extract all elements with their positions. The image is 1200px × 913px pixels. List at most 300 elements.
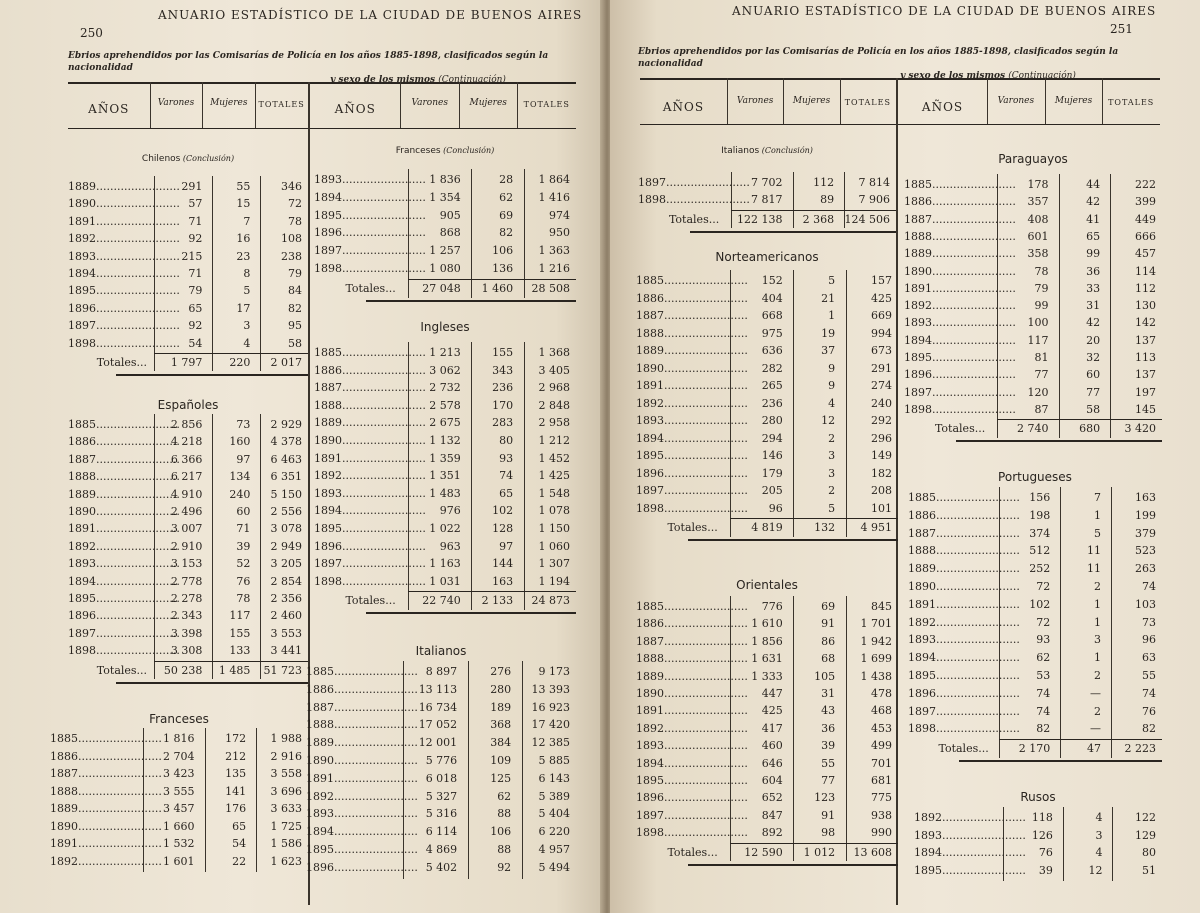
table-row — [314, 224, 576, 241]
table-row — [68, 625, 308, 642]
totales-cell: 114 — [1135, 264, 1156, 278]
varones-cell: 2 343 — [170, 609, 203, 623]
mujeres-cell: — — [1090, 722, 1102, 736]
year-cell: 1892........................ — [908, 615, 1020, 629]
totales-cell: 3 078 — [270, 522, 302, 536]
year-cell: 1888........................ — [904, 229, 1016, 243]
varones-cell: 1 359 — [429, 451, 461, 465]
varones-cell: 215 — [181, 249, 203, 263]
year-cell: 1893........................ — [636, 739, 748, 753]
mujeres-cell: 3 — [243, 319, 251, 333]
table-row — [68, 265, 308, 282]
totals-row — [636, 519, 898, 536]
mujeres-cell: 133 — [229, 644, 251, 658]
year-cell: 1885........................ — [68, 418, 180, 431]
mujeres-cell: 2 — [1094, 580, 1102, 593]
year-cell: 1889........................ — [314, 416, 426, 430]
year-cell: 1891........................ — [306, 771, 418, 785]
varones-cell: 3 153 — [170, 557, 203, 571]
varones-cell: 404 — [761, 291, 783, 305]
running-head: ANUARIO ESTADÍSTICO DE LA CIUDAD DE BUENOS AIRES — [158, 8, 583, 22]
year-cell: 1896........................ — [908, 686, 1020, 700]
table-row — [636, 720, 898, 737]
year-cell: 1893........................ — [636, 414, 748, 427]
year-cell: 1889........................ — [50, 802, 162, 815]
year-cell: 1888........................ — [314, 398, 426, 412]
varones-cell: 198 — [1029, 508, 1051, 522]
totales-cell: 845 — [871, 600, 892, 613]
totales-cell: 1 307 — [538, 557, 570, 571]
varones-cell: 2 910 — [170, 539, 203, 553]
year-cell: 1898........................ — [68, 644, 180, 658]
table-top-rule — [68, 82, 576, 84]
table-row — [636, 500, 898, 517]
varones-cell: 1 132 — [429, 434, 461, 447]
mujeres-cell: 99 — [1086, 247, 1101, 261]
totales-cell: 291 — [871, 361, 892, 375]
totales-cell: 449 — [1135, 212, 1156, 226]
table-row — [636, 668, 898, 685]
varones-cell: 12 001 — [418, 736, 458, 750]
year-cell: 1887........................ — [314, 381, 426, 395]
year-cell: 1890........................ — [306, 754, 418, 767]
totals-label: Totales... — [96, 663, 148, 677]
varones-cell: 601 — [1027, 229, 1049, 243]
table-row — [636, 650, 898, 667]
varones-cell: 892 — [761, 826, 783, 840]
totales-cell: 1 216 — [538, 262, 570, 275]
totales-cell: 938 — [871, 808, 892, 822]
table-row — [314, 379, 576, 396]
mujeres-cell: 112 — [813, 176, 835, 189]
totales-cell: 7 906 — [858, 193, 890, 207]
varones-cell: 2 732 — [429, 381, 461, 395]
year-cell: 1891........................ — [68, 214, 180, 228]
mujeres-cell: 55 — [821, 756, 836, 770]
varones-cell: 1 022 — [429, 522, 461, 535]
mujeres-cell: 2 — [1094, 704, 1102, 718]
totales-cell: 1 942 — [860, 634, 892, 648]
mujeres-cell: 8 — [243, 267, 251, 280]
year-cell: 1896........................ — [636, 466, 748, 480]
totales-cell: 4 957 — [538, 843, 570, 856]
year-cell: 1897........................ — [636, 808, 748, 822]
mujeres-cell: 189 — [490, 700, 512, 714]
table-row — [314, 432, 576, 449]
mujeres-cell: 11 — [1087, 544, 1102, 558]
mujeres-cell: 125 — [490, 771, 512, 785]
totals-row — [314, 592, 576, 609]
totals-varones: 12 590 — [744, 845, 783, 859]
col-header-anos: AÑOS — [921, 100, 964, 114]
totales-cell: 96 — [1142, 633, 1156, 647]
varones-cell: 5 776 — [425, 754, 458, 767]
table-row — [50, 730, 308, 747]
year-cell: 1898........................ — [904, 402, 1016, 416]
varones-cell: 646 — [761, 756, 783, 770]
totales-cell: 974 — [549, 208, 570, 222]
table-row — [908, 578, 1162, 595]
mujeres-cell: 68 — [821, 652, 836, 666]
totales-cell: 7 814 — [858, 176, 890, 189]
year-cell: 1886........................ — [904, 195, 1016, 209]
col-header-varones: Varones — [411, 98, 448, 108]
totales-cell: 240 — [871, 396, 892, 410]
year-cell: 1889........................ — [636, 344, 748, 357]
table-row — [904, 228, 1162, 245]
totales-cell: 112 — [1135, 281, 1156, 295]
year-cell: 1897........................ — [904, 385, 1016, 399]
totales-cell: 523 — [1135, 544, 1156, 558]
varones-cell: 868 — [439, 226, 461, 240]
varones-cell: 74 — [1036, 704, 1051, 718]
mujeres-cell: 60 — [236, 505, 251, 518]
table-row — [68, 282, 308, 299]
varones-cell: 3 555 — [162, 784, 195, 798]
varones-cell: 39 — [1038, 863, 1053, 877]
varones-cell: 976 — [439, 504, 461, 518]
mujeres-cell: 92 — [497, 860, 512, 874]
year-cell: 1890........................ — [904, 264, 1016, 278]
totales-cell: 1 212 — [538, 434, 570, 447]
table-row — [636, 737, 898, 754]
table-row — [68, 607, 308, 624]
table-row — [314, 242, 576, 259]
year-cell: 1897........................ — [68, 319, 180, 333]
year-cell: 1896........................ — [68, 301, 180, 315]
totals-row — [68, 662, 308, 679]
varones-cell: 776 — [761, 600, 783, 613]
block-title-espanoles: Españoles — [157, 398, 219, 412]
mujeres-cell: 19 — [821, 326, 836, 340]
table-row — [314, 450, 576, 467]
varones-cell: 79 — [188, 284, 203, 298]
mujeres-cell: 88 — [497, 843, 512, 856]
table-row — [68, 451, 308, 468]
mujeres-cell: 36 — [1086, 264, 1101, 278]
header-col-rule — [459, 82, 460, 128]
year-cell: 1898........................ — [68, 336, 180, 350]
mujeres-cell: 20 — [1086, 333, 1101, 347]
totales-cell: 76 — [1142, 704, 1156, 718]
year-cell: 1898........................ — [314, 262, 426, 275]
totals-totales: 4 951 — [860, 521, 892, 534]
totales-cell: 457 — [1135, 247, 1156, 261]
mujeres-cell: — — [1090, 686, 1102, 700]
col-header-anos: AÑOS — [334, 102, 376, 116]
table-row — [68, 642, 308, 659]
year-cell: 1898........................ — [636, 826, 748, 840]
totals-varones: 4 819 — [751, 521, 783, 534]
mujeres-cell: 28 — [499, 173, 514, 186]
table-row — [908, 720, 1162, 737]
mujeres-cell: 62 — [497, 789, 512, 803]
year-cell: 1894........................ — [914, 846, 1026, 860]
varones-cell: 5 402 — [425, 860, 458, 874]
varones-cell: 79 — [1034, 281, 1049, 295]
year-cell: 1885........................ — [314, 346, 426, 359]
totales-cell: 73 — [1142, 615, 1156, 629]
mujeres-cell: 9 — [828, 361, 836, 375]
varones-cell: 71 — [188, 267, 203, 280]
mujeres-cell: 155 — [492, 346, 514, 359]
table-row — [908, 525, 1162, 542]
varones-cell: 76 — [1038, 846, 1053, 860]
year-cell: 1897........................ — [636, 484, 748, 497]
mujeres-cell: 71 — [236, 522, 251, 536]
varones-cell: 4 869 — [425, 843, 458, 856]
varones-cell: 77 — [1034, 368, 1049, 382]
table-row — [306, 770, 576, 787]
year-cell: 1886........................ — [306, 682, 418, 696]
year-cell: 1885........................ — [904, 178, 1016, 191]
varones-cell: 72 — [1036, 580, 1051, 593]
year-cell: 1896........................ — [68, 609, 180, 623]
block-bottom-rule — [688, 864, 898, 866]
varones-cell: 72 — [1036, 615, 1051, 629]
header-col-rule — [517, 82, 518, 128]
table-row — [636, 377, 898, 394]
totals-totales: 2 017 — [270, 356, 302, 369]
page-number: 250 — [80, 26, 103, 40]
totals-varones: 2 740 — [1016, 422, 1049, 436]
table-row — [904, 332, 1162, 349]
year-cell: 1891........................ — [636, 704, 748, 718]
year-cell: 1888........................ — [50, 784, 162, 798]
table-row — [636, 307, 898, 324]
block-title-franceses_b: Franceses (Conclusión) — [395, 146, 495, 156]
mujeres-cell: 32 — [1086, 351, 1101, 364]
totales-cell: 137 — [1135, 333, 1156, 347]
mujeres-cell: 105 — [814, 669, 836, 683]
table-row — [914, 844, 1162, 861]
table-row — [314, 397, 576, 414]
varones-cell: 1 631 — [751, 652, 783, 666]
totales-cell: 3 553 — [270, 626, 302, 640]
table-row — [50, 765, 308, 782]
header-col-rule — [1045, 78, 1046, 124]
totales-cell: 3 633 — [270, 802, 302, 815]
mujeres-cell: 7 — [243, 214, 251, 228]
totales-cell: 74 — [1142, 580, 1156, 593]
varones-cell: 2 278 — [170, 592, 203, 605]
table-row — [306, 734, 576, 751]
totales-cell: 157 — [871, 274, 892, 287]
totales-cell: 990 — [871, 826, 892, 840]
varones-cell: 291 — [181, 180, 203, 193]
table-row — [50, 853, 308, 870]
year-cell: 1895........................ — [914, 863, 1026, 877]
varones-cell: 152 — [761, 274, 783, 287]
totales-cell: 1 623 — [270, 854, 302, 868]
mujeres-cell: 93 — [499, 451, 514, 465]
year-cell: 1892........................ — [636, 721, 748, 735]
table-row — [314, 171, 576, 188]
mujeres-cell: 163 — [492, 574, 514, 588]
mujeres-cell: 240 — [229, 487, 251, 501]
mujeres-cell: 1 — [1094, 508, 1102, 522]
totales-cell: 137 — [1135, 368, 1156, 382]
totals-totales: 124 506 — [844, 212, 890, 226]
table-row — [68, 555, 308, 572]
mujeres-cell: 74 — [499, 469, 514, 483]
year-cell: 1898........................ — [638, 193, 750, 207]
year-cell: 1893........................ — [908, 633, 1020, 647]
totales-cell: 80 — [1142, 846, 1156, 860]
mujeres-cell: 106 — [492, 244, 514, 258]
mujeres-cell: 41 — [1086, 212, 1101, 226]
totals-totales: 24 873 — [531, 594, 570, 608]
totales-cell: 13 393 — [531, 682, 570, 696]
varones-cell: 78 — [1034, 264, 1049, 278]
varones-cell: 1 660 — [162, 819, 195, 833]
varones-cell: 2 675 — [429, 416, 461, 430]
table-row — [68, 573, 308, 590]
mujeres-cell: 58 — [1086, 402, 1101, 416]
mujeres-cell: 4 — [1095, 811, 1103, 824]
totales-cell: 58 — [288, 336, 302, 350]
varones-cell: 93 — [1036, 633, 1051, 647]
varones-cell: 13 113 — [418, 682, 458, 696]
table-row — [636, 272, 898, 289]
table-title: Ebrios aprehendidos por las Comisarías de Policía en los años 1885-1898, clasificados según la nacionalidad y sexo de los mismos (Continuación) — [638, 47, 1119, 81]
varones-cell: 205 — [761, 484, 783, 497]
table-row — [636, 360, 898, 377]
running-head: ANUARIO ESTADÍSTICO DE LA CIUDAD DE BUENOS AIRES — [732, 4, 1157, 18]
mujeres-cell: 91 — [821, 808, 836, 822]
varones-cell: 2 778 — [170, 574, 203, 588]
header-bottom-rule — [640, 124, 1160, 125]
mujeres-cell: 23 — [236, 249, 251, 263]
year-cell: 1887........................ — [636, 634, 748, 648]
table-row — [636, 342, 898, 359]
year-cell: 1896........................ — [306, 860, 418, 874]
totales-cell: 666 — [1135, 229, 1156, 243]
totales-cell: 78 — [288, 214, 302, 228]
totales-cell: 292 — [871, 414, 892, 427]
mujeres-cell: 170 — [492, 398, 514, 412]
mujeres-cell: 98 — [821, 826, 836, 840]
totals-label: Totales... — [934, 422, 986, 436]
totales-cell: 1 452 — [538, 451, 570, 465]
mujeres-cell: 12 — [1088, 863, 1103, 877]
varones-cell: 5 327 — [425, 789, 458, 803]
year-cell: 1893........................ — [314, 486, 426, 500]
year-cell: 1888........................ — [306, 718, 418, 732]
year-cell: 1887........................ — [50, 767, 162, 780]
totales-cell: 199 — [1135, 508, 1156, 522]
header-col-rule — [783, 78, 784, 124]
mujeres-cell: 60 — [1086, 368, 1101, 382]
year-cell: 1895........................ — [306, 843, 418, 856]
varones-cell: 963 — [439, 539, 461, 553]
year-cell: 1888........................ — [908, 544, 1020, 558]
table-row — [314, 573, 576, 590]
varones-cell: 282 — [761, 361, 783, 375]
mujeres-cell: 141 — [225, 784, 247, 798]
mujeres-cell: 2 — [828, 431, 836, 445]
table-row — [314, 520, 576, 537]
year-cell: 1898........................ — [314, 574, 426, 588]
table-row — [908, 685, 1162, 702]
table-row — [68, 416, 308, 433]
mujeres-cell: 12 — [821, 414, 836, 427]
table-row — [904, 263, 1162, 280]
table-row — [914, 862, 1162, 879]
totales-cell: 6 351 — [270, 470, 302, 484]
mujeres-cell: 4 — [828, 396, 836, 410]
mujeres-cell: 172 — [225, 732, 247, 745]
year-cell: 1895........................ — [904, 351, 1016, 364]
varones-cell: 102 — [1029, 597, 1051, 611]
varones-cell: 118 — [1031, 811, 1053, 824]
year-cell: 1894........................ — [68, 574, 180, 588]
totales-cell: 3 696 — [270, 784, 302, 798]
totals-mujeres: 1 485 — [218, 663, 251, 677]
table-row — [904, 314, 1162, 331]
varones-cell: 1 836 — [429, 173, 461, 186]
col-header-mujeres: Mujeres — [210, 98, 248, 108]
block-bottom-rule — [116, 682, 308, 684]
varones-cell: 117 — [1027, 333, 1049, 347]
totals-row — [68, 354, 308, 371]
block-title-portugueses: Portugueses — [998, 470, 1072, 484]
table-row — [68, 520, 308, 537]
mujeres-cell: 22 — [232, 854, 247, 868]
totales-cell: 1 586 — [270, 837, 302, 850]
varones-cell: 99 — [1034, 299, 1049, 313]
table-row — [636, 702, 898, 719]
totals-mujeres: 1 012 — [803, 845, 836, 859]
totales-cell: 1 988 — [270, 732, 302, 745]
table-row — [314, 538, 576, 555]
year-cell: 1892........................ — [914, 811, 1026, 824]
table-row — [908, 703, 1162, 720]
varones-cell: 92 — [188, 319, 203, 333]
mujeres-cell: 69 — [821, 600, 836, 613]
table-row — [904, 349, 1162, 366]
totales-cell: 346 — [281, 180, 302, 193]
table-row — [904, 245, 1162, 262]
varones-cell: 1 354 — [429, 190, 461, 204]
totales-cell: 12 385 — [531, 736, 570, 750]
totals-row — [638, 211, 896, 228]
table-row — [68, 486, 308, 503]
mujeres-cell: 55 — [236, 180, 251, 193]
table-row — [636, 598, 898, 615]
year-cell: 1898........................ — [908, 722, 1020, 736]
varones-cell: 265 — [761, 379, 783, 392]
table-row — [904, 280, 1162, 297]
totales-cell: 499 — [871, 739, 892, 753]
mujeres-cell: 62 — [499, 190, 514, 204]
totales-cell: 79 — [288, 267, 302, 280]
totales-cell: 3 441 — [270, 644, 302, 658]
varones-cell: 294 — [761, 431, 783, 445]
mujeres-cell: 43 — [821, 704, 836, 718]
mujeres-cell: 39 — [236, 539, 251, 553]
block-title-chilenos: Chilenos (Conclusión) — [141, 154, 235, 164]
table-row — [636, 633, 898, 650]
table-row — [914, 827, 1162, 844]
varones-cell: 374 — [1029, 526, 1051, 540]
table-row — [68, 230, 308, 247]
varones-cell: 358 — [1027, 247, 1049, 261]
year-cell: 1895........................ — [314, 522, 426, 535]
table-row — [68, 213, 308, 230]
table-row — [314, 344, 576, 361]
header-col-rule — [727, 78, 728, 124]
